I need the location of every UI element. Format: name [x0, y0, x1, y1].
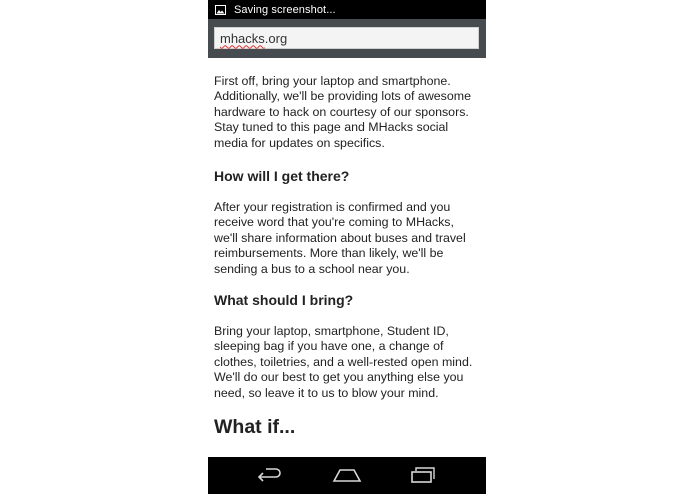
- heading-travel: How will I get there?: [214, 168, 350, 184]
- home-icon[interactable]: [332, 465, 362, 485]
- back-icon[interactable]: [254, 465, 284, 485]
- intro-paragraph: First off, bring your laptop and smartphone. Additionally, we'll be providing lots of awesome hardware to hack on courtesy of our sponsors. Stay tuned to this page and MHacks social media for updates on specifics.: [214, 74, 471, 150]
- image-icon: [215, 5, 226, 15]
- bring-paragraph: Bring your laptop, smartphone, Student ID, sleeping bag if you have one, a change of clothes, toiletries, and a well-rested open mind. We'll do our best to get you anything else you need, so leave it to us to blow your mind.: [214, 324, 473, 400]
- heading-what-if: What if...: [214, 416, 296, 438]
- recent-apps-icon[interactable]: [410, 465, 440, 485]
- status-bar: [208, 0, 486, 19]
- page-content: [214, 58, 480, 457]
- travel-paragraph: After your registration is confirmed and you receive word that you're coming to MHacks, we'll share information about buses and travel reimbursements. More than likely, we'll be sending a bus to a school near you.: [214, 200, 466, 276]
- browser-toolbar: [208, 19, 486, 58]
- heading-bring: What should I bring?: [214, 292, 354, 308]
- navigation-bar: [208, 457, 486, 494]
- url-field[interactable]: [214, 27, 479, 49]
- phone-screen: [208, 0, 486, 494]
- notification-text: Saving screenshot...: [234, 3, 336, 16]
- url-text: [220, 31, 287, 46]
- url-domain-tld: .org: [264, 30, 288, 46]
- url-domain-main: mhacks: [220, 30, 265, 46]
